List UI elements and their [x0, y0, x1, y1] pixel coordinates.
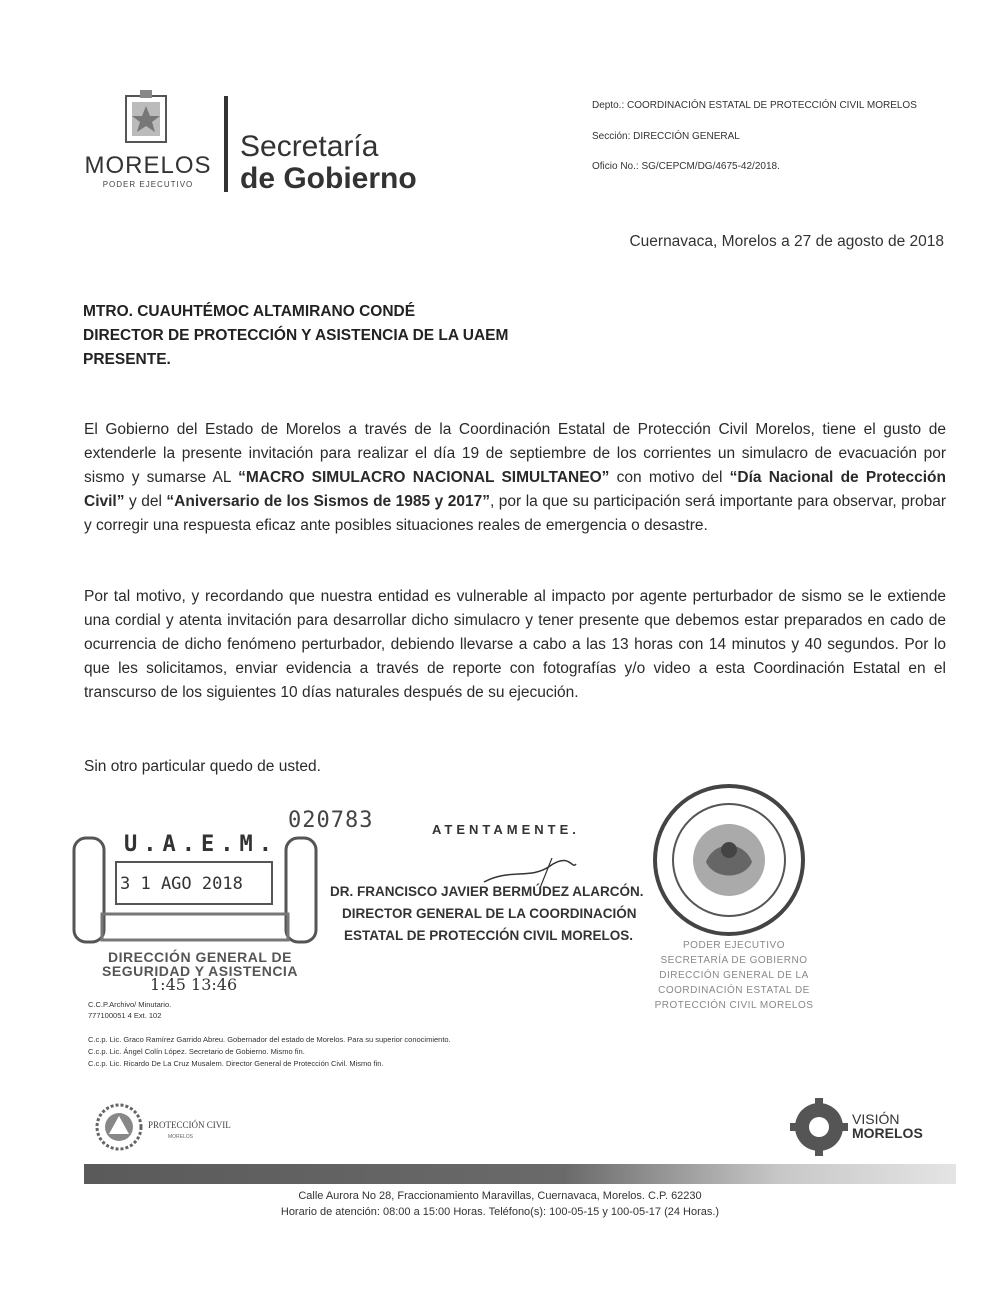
- proteccion-civil-label: PROTECCIÓN CIVIL: [148, 1120, 231, 1130]
- letter-date: Cuernavaca, Morelos a 27 de agosto de 2018: [629, 233, 944, 250]
- morelos-logo: [82, 88, 214, 200]
- stamp-date: 3 1 AGO 2018: [120, 874, 243, 894]
- atentamente-label: ATENTAMENTE.: [432, 822, 580, 837]
- ccp-line: C.c.p. Lic. Ángel Colín López. Secretario de Gobierno. Mismo fin.: [88, 1047, 305, 1056]
- ccp-archive: C.C.P.Archivo/ Minutario.: [88, 1000, 172, 1009]
- closing-line: Sin otro particular quedo de usted.: [84, 758, 321, 775]
- oficio-line: Oficio No.: SG/CEPCM/DG/4675-42/2018.: [592, 161, 780, 172]
- secretaria-label: Secretaría: [240, 130, 379, 163]
- handwritten-note: 1:45 13:46: [150, 975, 238, 994]
- footer-bar: [84, 1164, 956, 1184]
- body-paragraph-2: Por tal motivo, y recordando que nuestra entidad es vulnerable al impacto por agente perturbador de sismo se le extiende una cordial y atenta invitación para desarrollar dicho simulacro y tener presente que debemos estar preparados en cado de ocurrencia de dicho fenómeno perturbador, debiendo llevarse a cabo a las 13 horas con 14 minutos y 40 segundos. Por lo que les solicitamos, enviar evidencia a través de reporte con fotografías y/o video a esta Coordinación Estatal en el transcurso de los siguientes 10 días naturales después de su ejecución.: [84, 588, 946, 701]
- ccp-extension: 777100051 4 Ext. 102: [88, 1011, 162, 1020]
- header-divider: [224, 96, 228, 192]
- logo-sub: PODER EJECUTIVO: [102, 180, 194, 189]
- recipient-title: DIRECTOR DE PROTECCIÓN Y ASISTENCIA DE LA UAEM: [83, 327, 509, 344]
- official-seal-icon: [644, 780, 814, 940]
- depto-line: Depto.: COORDINACIÓN ESTATAL DE PROTECCIÓN CIVIL MORELOS: [592, 100, 917, 111]
- seccion-line: Sección: DIRECCIÓN GENERAL: [592, 131, 740, 142]
- signer-name: DR. FRANCISCO JAVIER BERMÚDEZ ALARCÓN.: [330, 884, 644, 899]
- logo-name: MORELOS: [84, 152, 212, 179]
- recipient-name: MTRO. CUAUHTÉMOC ALTAMIRANO CONDÉ: [83, 303, 416, 320]
- ccp-line: C.c.p. Lic. Graco Ramírez Garrido Abreu. Gobernador del estado de Morelos. Para su superior conocimiento.: [88, 1035, 451, 1044]
- recipient-presente: PRESENTE.: [83, 351, 171, 368]
- proteccion-civil-logo-icon: [94, 1102, 144, 1152]
- folio-number: 020783: [288, 808, 374, 833]
- de-gobierno-label: de Gobierno: [240, 162, 417, 195]
- vision-morelos-label: VISIÓN MORELOS: [852, 1111, 923, 1141]
- signer-title-1: DIRECTOR GENERAL DE LA COORDINACIÓN: [342, 906, 637, 921]
- signer-title-2: ESTATAL DE PROTECCIÓN CIVIL MORELOS.: [344, 928, 634, 943]
- ccp-line: C.c.p. Lic. Ricardo De La Cruz Musalem. Director General de Protección Civil. Mismo fin.: [88, 1059, 384, 1068]
- footer-address: Calle Aurora No 28, Fraccionamiento Maravillas, Cuernavaca, Morelos. C.P. 62230: [298, 1190, 702, 1202]
- proteccion-civil-sub: MORELOS: [168, 1134, 194, 1140]
- received-stamp: [72, 830, 322, 950]
- vision-morelos-logo-icon: [790, 1098, 848, 1156]
- body-paragraph-1: El Gobierno del Estado de Morelos a través de la Coordinación Estatal de Protección Civil Morelos, tiene el gusto de extenderle la presente invitación para realizar el día 19 de septiembre de los corrientes un simulacro de evacuación por sismo y sumarse AL “MACRO SIMULACRO NACIONAL SIMULTANEO” con motivo del “Día Nacional de Protección Civil” y del “Aniversario de los Sismos de 1985 y 2017”, por la que su participación será importante para observar, probar y corregir una respuesta eficaz ante posibles situaciones reales de emergencia o desastre.: [84, 421, 946, 534]
- stamp-department: DIRECCIÓN GENERAL DE SEGURIDAD Y ASISTENCIA: [102, 949, 298, 979]
- state-shield-icon: [122, 90, 170, 146]
- uaem-label: U.A.E.M.: [124, 832, 278, 857]
- seal-caption: PODER EJECUTIVO SECRETARÍA DE GOBIERNO DIRECCIÓN GENERAL DE LA COORDINACIÓN ESTATAL DE PROTECCIÓN CIVIL MORELOS: [654, 940, 814, 1011]
- footer-hours: Horario de atención: 08:00 a 15:00 Horas. Teléfono(s): 100-05-15 y 100-05-17 (24 Horas.): [280, 1206, 720, 1218]
